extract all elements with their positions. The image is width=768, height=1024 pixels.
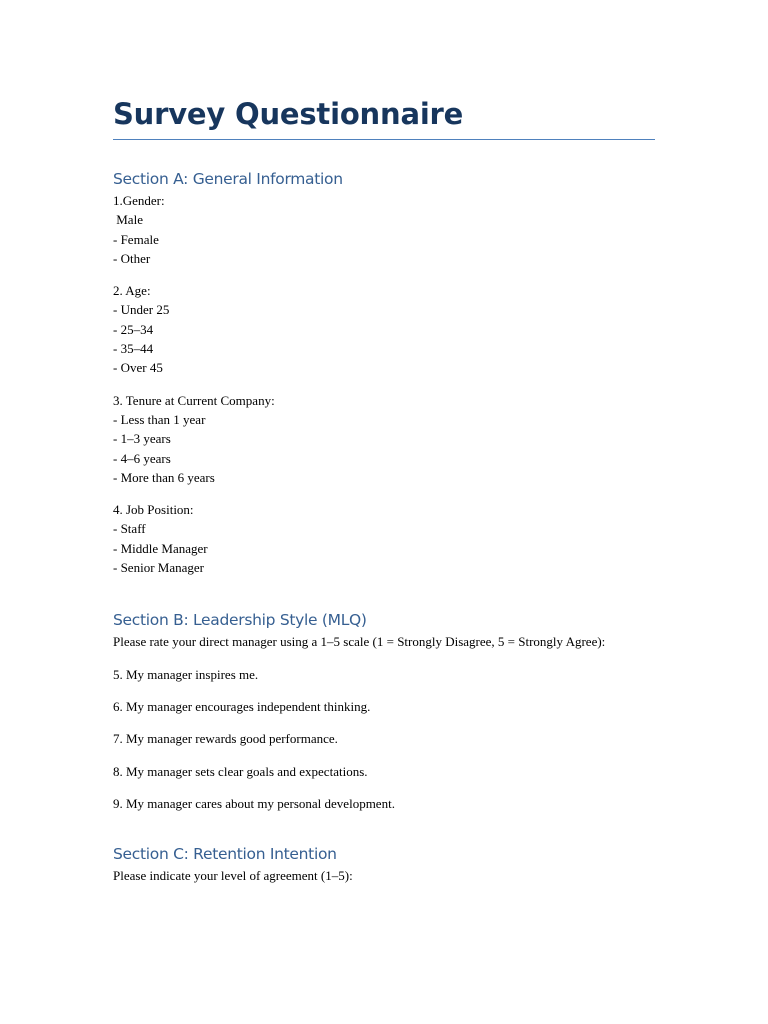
answer-option: - Staff bbox=[113, 521, 146, 537]
question-gender bbox=[113, 191, 655, 268]
question-tenure bbox=[113, 391, 655, 487]
answer-option: - Under 25 bbox=[113, 302, 170, 318]
answer-option: - More than 6 years bbox=[113, 469, 215, 485]
question-label: 4. Job Position: bbox=[113, 502, 194, 518]
section-a-questions bbox=[113, 191, 655, 577]
section-b-heading: Section B: Leadership Style (MLQ) bbox=[113, 611, 367, 630]
section-b-instructions: Please rate your direct manager using a 1–5 scale (1 = Strongly Disagree, 5 = Strongly Agree): bbox=[113, 634, 606, 650]
question-label: 3. Tenure at Current Company: bbox=[113, 392, 275, 408]
answer-option: Male bbox=[113, 212, 143, 228]
section-c-heading: Section C: Retention Intention bbox=[113, 845, 337, 864]
question-age bbox=[113, 281, 655, 377]
answer-option: - Female bbox=[113, 231, 159, 247]
section-c-instructions: Please indicate your level of agreement (1–5): bbox=[113, 868, 353, 884]
likert-item: 5. My manager inspires me. bbox=[113, 666, 259, 682]
answer-option: - 1–3 years bbox=[113, 431, 171, 447]
section-a-heading: Section A: General Information bbox=[113, 170, 343, 188]
section-c-body bbox=[113, 866, 655, 885]
section-b-body bbox=[113, 632, 655, 813]
answer-option: - Other bbox=[113, 250, 151, 266]
likert-item: 8. My manager sets clear goals and expectations. bbox=[113, 763, 368, 779]
document-title: Survey Questionnaire bbox=[113, 92, 655, 140]
answer-option: - 25–34 bbox=[113, 321, 154, 337]
question-label: 1.Gender: bbox=[113, 193, 165, 208]
answer-option: - Over 45 bbox=[113, 360, 163, 376]
answer-option: - 4–6 years bbox=[113, 450, 171, 466]
document-page bbox=[113, 92, 655, 885]
answer-option: - 35–44 bbox=[113, 341, 154, 357]
answer-option: - Middle Manager bbox=[113, 540, 208, 556]
answer-option: - Senior Manager bbox=[113, 560, 204, 576]
answer-option: - Less than 1 year bbox=[113, 411, 206, 427]
question-label: 2. Age: bbox=[113, 283, 151, 299]
likert-item: 9. My manager cares about my personal development. bbox=[113, 795, 395, 811]
likert-item: 6. My manager encourages independent thinking. bbox=[113, 698, 371, 714]
question-job-position bbox=[113, 500, 655, 577]
likert-item: 7. My manager rewards good performance. bbox=[113, 731, 338, 747]
